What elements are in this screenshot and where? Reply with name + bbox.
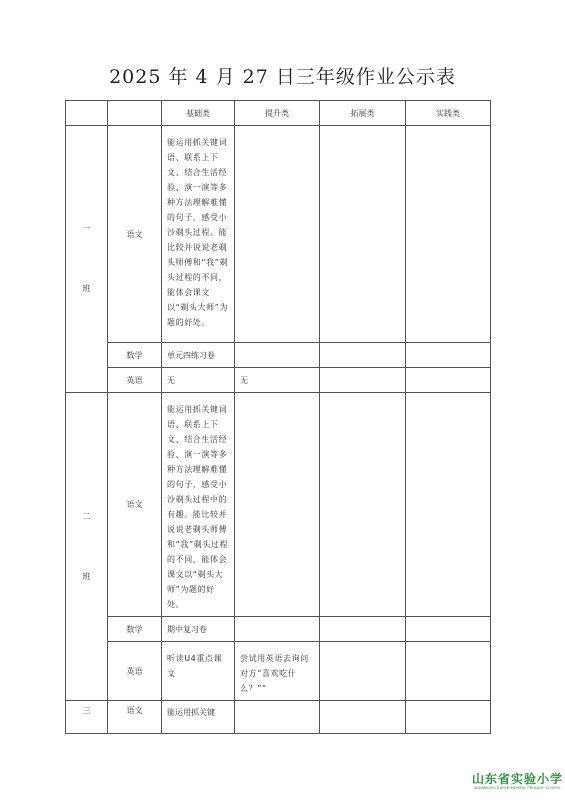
practice-cell	[406, 126, 491, 343]
advanced-cell	[235, 126, 320, 343]
subject-label: 语文	[108, 393, 162, 617]
practice-cell	[406, 701, 491, 734]
table-row	[66, 126, 491, 343]
advanced-cell: 无	[235, 368, 320, 393]
subject-label: 语文	[108, 126, 162, 343]
header-advanced: 提升类	[235, 101, 320, 126]
extended-cell	[320, 343, 406, 368]
table-row	[66, 701, 491, 734]
header-practice: 实践类	[406, 101, 491, 126]
class-label	[66, 393, 108, 701]
subject-label: 英语	[108, 368, 162, 393]
extended-cell	[320, 126, 406, 343]
practice-cell	[406, 617, 491, 642]
extended-cell	[320, 617, 406, 642]
table-row	[66, 368, 491, 393]
class-name: 三	[82, 706, 91, 715]
subject-label: 英语	[108, 642, 162, 701]
school-logo	[470, 773, 565, 791]
basic-cell: 能运用抓关键词语、联系上下文、结合生活经验、演一演等多种方法理解难懂的句子，感受小沙剃头过程中的有趣。能比较并说说老剃头师傅和“我”剃头过程的不同，能体会课文以“剃头大师”为题的好处。	[162, 393, 235, 617]
header-blank-cell	[108, 101, 162, 126]
class-name: 一 班	[82, 224, 91, 293]
table-row	[66, 642, 491, 701]
basic-cell: 能运用抓关键词语、联系上下文、结合生活经验、演一演等多种方法理解难懂的句子，感受小沙剃头过程。能比较并说说老剃头师傅和“我”剃头过程的不同，能体会课文以“剃头大师”为题的好处。	[162, 126, 235, 343]
extended-cell	[320, 701, 406, 734]
advanced-cell	[235, 343, 320, 368]
practice-cell	[406, 393, 491, 617]
advanced-cell: 尝试用英语去询问对方“喜欢吃什么？”“	[235, 642, 320, 701]
school-logo-cn: 山东省实验小学	[471, 772, 563, 786]
advanced-cell	[235, 393, 320, 617]
header-extended: 拓展类	[320, 101, 406, 126]
advanced-cell	[235, 617, 320, 642]
advanced-cell	[235, 701, 320, 734]
practice-cell	[406, 642, 491, 701]
table-row	[66, 617, 491, 642]
class-label	[66, 126, 108, 393]
page-title: 2025 年 4 月 27 日三年级作业公示表	[109, 66, 456, 88]
subject-label: 语文	[108, 701, 162, 734]
practice-cell	[406, 343, 491, 368]
basic-cell: 单元四练习卷	[162, 343, 235, 368]
practice-cell	[406, 368, 491, 393]
extended-cell	[320, 642, 406, 701]
extended-cell	[320, 393, 406, 617]
header-basic: 基础类	[162, 101, 235, 126]
table-row	[66, 343, 491, 368]
basic-cell: 期中复习卷	[162, 617, 235, 642]
school-logo-en: SHANDONG EXPERIMENTAL PRIMARY SCHOOL	[473, 786, 562, 790]
header-blank-cell	[66, 101, 108, 126]
basic-cell: 听读U4重点课文	[162, 642, 235, 701]
basic-cell: 无	[162, 368, 235, 393]
subject-label: 数学	[108, 343, 162, 368]
header-row	[66, 101, 491, 126]
extended-cell	[320, 368, 406, 393]
homework-table	[65, 100, 491, 734]
subject-label: 数学	[108, 617, 162, 642]
class-name: 二 班	[82, 511, 91, 581]
table-row	[66, 393, 491, 617]
class-label	[66, 701, 108, 734]
basic-cell: 能运用抓关键	[162, 701, 235, 734]
